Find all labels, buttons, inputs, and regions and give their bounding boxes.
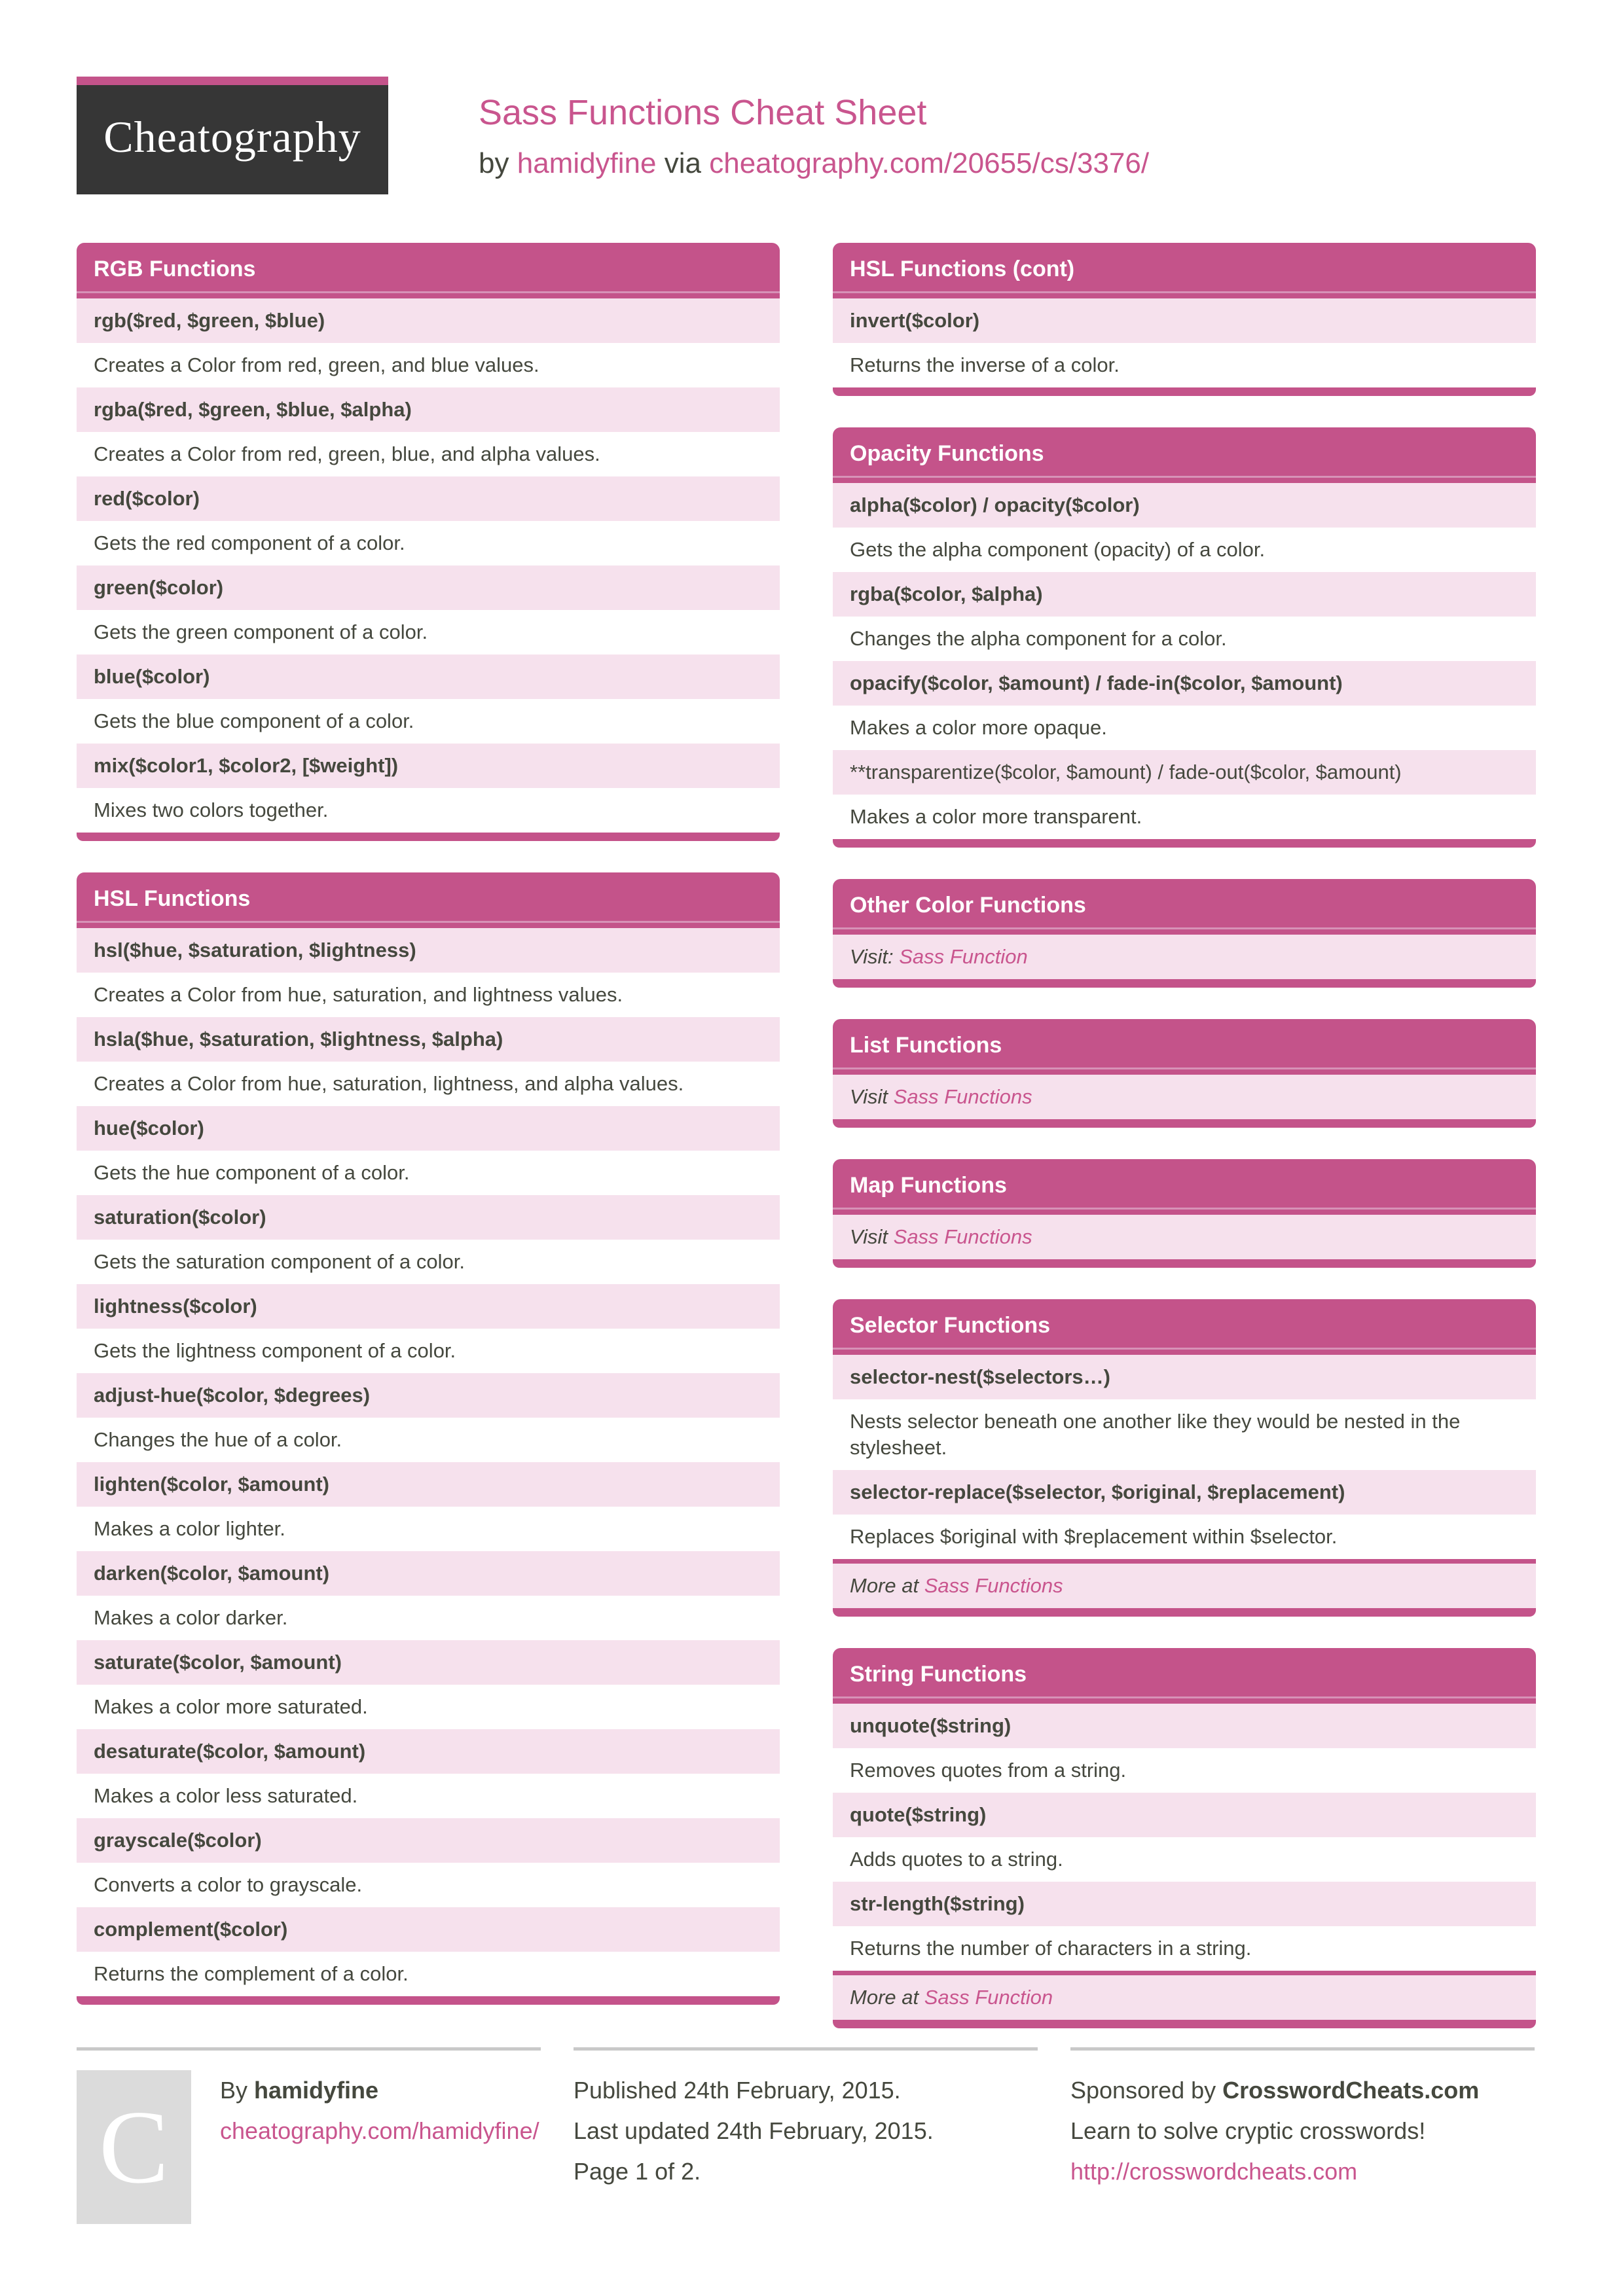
function-desc-row: Gets the red component of a color. — [77, 521, 780, 565]
section-map-functions — [833, 1159, 1536, 1268]
function-name-row: adjust-hue($color, $degrees) — [77, 1373, 780, 1418]
section-title: Other Color Functions — [833, 879, 1536, 929]
function-desc-row: Makes a color lighter. — [77, 1507, 780, 1551]
function-name-row: green($color) — [77, 565, 780, 610]
footer-meta-column — [574, 2047, 1038, 2224]
title-block — [479, 77, 1149, 180]
link-note-row — [833, 935, 1536, 979]
section-selector-functions — [833, 1299, 1536, 1617]
function-name-row: str-length($string) — [833, 1882, 1536, 1926]
function-desc-row: Changes the alpha component for a color. — [833, 617, 1536, 661]
function-name-row: rgb($red, $green, $blue) — [77, 298, 780, 343]
page-subtitle — [479, 147, 1149, 180]
header-strip — [833, 929, 1536, 935]
function-name-row: blue($color) — [77, 655, 780, 699]
function-name-row: darken($color, $amount) — [77, 1551, 780, 1596]
section-list-functions — [833, 1019, 1536, 1128]
page-footer — [77, 2047, 1536, 2224]
function-name-row: selector-replace($selector, $original, $replacement) — [833, 1470, 1536, 1515]
function-name-row: desaturate($color, $amount) — [77, 1729, 780, 1774]
header-strip — [833, 1350, 1536, 1355]
via-label: via — [664, 147, 701, 179]
sheet-url-link[interactable]: cheatography.com/20655/cs/3376/ — [709, 147, 1150, 179]
function-desc-row: Nests selector beneath one another like they would be nested in the stylesheet. — [833, 1399, 1536, 1470]
section-string-functions — [833, 1648, 1536, 2028]
footer-published: Published 24th February, 2015. — [574, 2077, 901, 2104]
function-desc-row: Adds quotes to a string. — [833, 1837, 1536, 1882]
footer-sponsor-tagline: Learn to solve cryptic crosswords! — [1070, 2117, 1426, 2144]
function-name-row: invert($color) — [833, 298, 1536, 343]
header-strip — [77, 923, 780, 928]
function-desc-row: Creates a Color from hue, saturation, lightness, and alpha values. — [77, 1062, 780, 1106]
page-title: Sass Functions Cheat Sheet — [479, 93, 927, 132]
footer-updated: Last updated 24th February, 2015. — [574, 2117, 934, 2144]
section-footer-bar — [833, 387, 1536, 396]
function-desc-row: Gets the green component of a color. — [77, 610, 780, 655]
function-desc-row: Makes a color more opaque. — [833, 706, 1536, 750]
section-footer-bar — [833, 1259, 1536, 1268]
page-header — [77, 77, 1149, 194]
function-name-row: rgba($color, $alpha) — [833, 572, 1536, 617]
header-strip — [833, 1698, 1536, 1704]
link-note-row — [833, 1215, 1536, 1259]
function-desc-row: Makes a color less saturated. — [77, 1774, 780, 1818]
function-name-row: hsl($hue, $saturation, $lightness) — [77, 928, 780, 973]
section-footer-bar — [833, 2020, 1536, 2028]
function-desc-row: Returns the inverse of a color. — [833, 343, 1536, 387]
sass-functions-link[interactable]: Sass Functions — [893, 1085, 1032, 1108]
function-desc-row: Changes the hue of a color. — [77, 1418, 780, 1462]
footer-sponsored-label: Sponsored by — [1070, 2077, 1216, 2104]
function-desc-row: Returns the complement of a color. — [77, 1952, 780, 1996]
function-name-row: red($color) — [77, 476, 780, 521]
footer-page-number: Page 1 of 2. — [574, 2158, 701, 2185]
function-desc-row: Gets the saturation component of a color. — [77, 1240, 780, 1284]
cheatography-logo — [77, 77, 388, 194]
note-prefix: Visit — [850, 1225, 888, 1248]
function-name-row: selector-nest($selectors…) — [833, 1355, 1536, 1399]
sass-function-link[interactable]: Sass Function — [924, 1986, 1053, 2009]
note-prefix: More at — [850, 1574, 919, 1597]
section-title: RGB Functions — [77, 243, 780, 293]
function-name-row: mix($color1, $color2, [$weight]) — [77, 744, 780, 788]
section-other-color-functions — [833, 879, 1536, 988]
footer-sponsor-url-link[interactable]: http://crosswordcheats.com — [1070, 2158, 1358, 2185]
function-name-row: unquote($string) — [833, 1704, 1536, 1748]
section-hsl-functions-cont — [833, 243, 1536, 396]
function-name-row: lightness($color) — [77, 1284, 780, 1329]
section-footer-bar — [77, 1996, 780, 2005]
section-footer-bar — [833, 1119, 1536, 1128]
footer-divider — [574, 2047, 1038, 2051]
section-title: Selector Functions — [833, 1299, 1536, 1350]
function-desc-row: Gets the hue component of a color. — [77, 1151, 780, 1195]
function-name-row: complement($color) — [77, 1907, 780, 1952]
section-footer-bar — [833, 979, 1536, 988]
function-name-row: grayscale($color) — [77, 1818, 780, 1863]
function-name-row: **transparentize($color, $amount) / fade-out($color, $amount) — [833, 750, 1536, 795]
section-title: String Functions — [833, 1648, 1536, 1698]
author-link[interactable]: hamidyfine — [517, 147, 657, 179]
logo-wordmark: Cheatography — [103, 112, 361, 162]
footer-author-name: hamidyfine — [254, 2077, 379, 2104]
function-desc-row: Gets the lightness component of a color. — [77, 1329, 780, 1373]
footer-sponsor-name: CrosswordCheats.com — [1222, 2077, 1480, 2104]
header-strip — [833, 478, 1536, 483]
content-columns — [77, 243, 1536, 2060]
function-desc-row: Gets the alpha component (opacity) of a color. — [833, 528, 1536, 572]
function-desc-row: Creates a Color from hue, saturation, and lightness values. — [77, 973, 780, 1017]
note-prefix: Visit: — [850, 945, 894, 968]
link-note-row — [833, 1559, 1536, 1608]
by-label: by — [479, 147, 509, 179]
function-name-row: lighten($color, $amount) — [77, 1462, 780, 1507]
function-desc-row: Removes quotes from a string. — [833, 1748, 1536, 1793]
function-desc-row: Creates a Color from red, green, blue, and alpha values. — [77, 432, 780, 476]
section-hsl-functions — [77, 872, 780, 2005]
function-desc-row: Gets the blue component of a color. — [77, 699, 780, 744]
link-note-row — [833, 1971, 1536, 2020]
function-desc-row: Makes a color more transparent. — [833, 795, 1536, 839]
function-desc-row: Replaces $original with $replacement within $selector. — [833, 1515, 1536, 1559]
section-opacity-functions — [833, 427, 1536, 848]
section-rgb-functions — [77, 243, 780, 841]
footer-divider — [1070, 2047, 1535, 2051]
function-desc-row: Converts a color to grayscale. — [77, 1863, 780, 1907]
function-desc-row: Creates a Color from red, green, and blue values. — [77, 343, 780, 387]
function-name-row: alpha($color) / opacity($color) — [833, 483, 1536, 528]
footer-divider — [77, 2047, 541, 2051]
section-title: List Functions — [833, 1019, 1536, 1069]
sass-functions-link[interactable]: Sass Functions — [893, 1225, 1032, 1248]
footer-author-column — [77, 2047, 541, 2224]
function-desc-row: Mixes two colors together. — [77, 788, 780, 833]
header-strip — [833, 1210, 1536, 1215]
footer-author-line — [220, 2070, 539, 2111]
note-prefix: Visit — [850, 1085, 888, 1108]
section-title: HSL Functions (cont) — [833, 243, 1536, 293]
header-strip — [833, 293, 1536, 298]
function-desc-row: Returns the number of characters in a string. — [833, 1926, 1536, 1971]
function-name-row: hsla($hue, $saturation, $lightness, $alpha) — [77, 1017, 780, 1062]
sass-function-link[interactable]: Sass Function — [899, 945, 1028, 968]
section-footer-bar — [833, 1608, 1536, 1617]
function-desc-row: Makes a color darker. — [77, 1596, 780, 1640]
footer-sponsor-column — [1070, 2047, 1535, 2224]
footer-sponsor-line — [1070, 2070, 1535, 2111]
function-name-row: rgba($red, $green, $blue, $alpha) — [77, 387, 780, 432]
left-column — [77, 243, 780, 2060]
right-column — [833, 243, 1536, 2060]
header-strip — [833, 1069, 1536, 1075]
section-title: HSL Functions — [77, 872, 780, 923]
section-footer-bar — [77, 833, 780, 841]
logo-top-strip — [77, 77, 388, 85]
function-name-row: saturate($color, $amount) — [77, 1640, 780, 1685]
function-name-row: saturation($color) — [77, 1195, 780, 1240]
section-title: Opacity Functions — [833, 427, 1536, 478]
section-footer-bar — [833, 839, 1536, 848]
footer-by-label: By — [220, 2077, 248, 2104]
function-name-row: opacify($color, $amount) / fade-in($color, $amount) — [833, 661, 1536, 706]
header-strip — [77, 293, 780, 298]
function-desc-row: Makes a color more saturated. — [77, 1685, 780, 1729]
footer-author-url-link[interactable]: cheatography.com/hamidyfine/ — [220, 2117, 539, 2144]
link-note-row — [833, 1075, 1536, 1119]
function-name-row: hue($color) — [77, 1106, 780, 1151]
note-prefix: More at — [850, 1986, 919, 2009]
sass-functions-link[interactable]: Sass Functions — [924, 1574, 1063, 1597]
function-name-row: quote($string) — [833, 1793, 1536, 1837]
section-title: Map Functions — [833, 1159, 1536, 1210]
cheatography-c-logo: C — [77, 2070, 191, 2224]
